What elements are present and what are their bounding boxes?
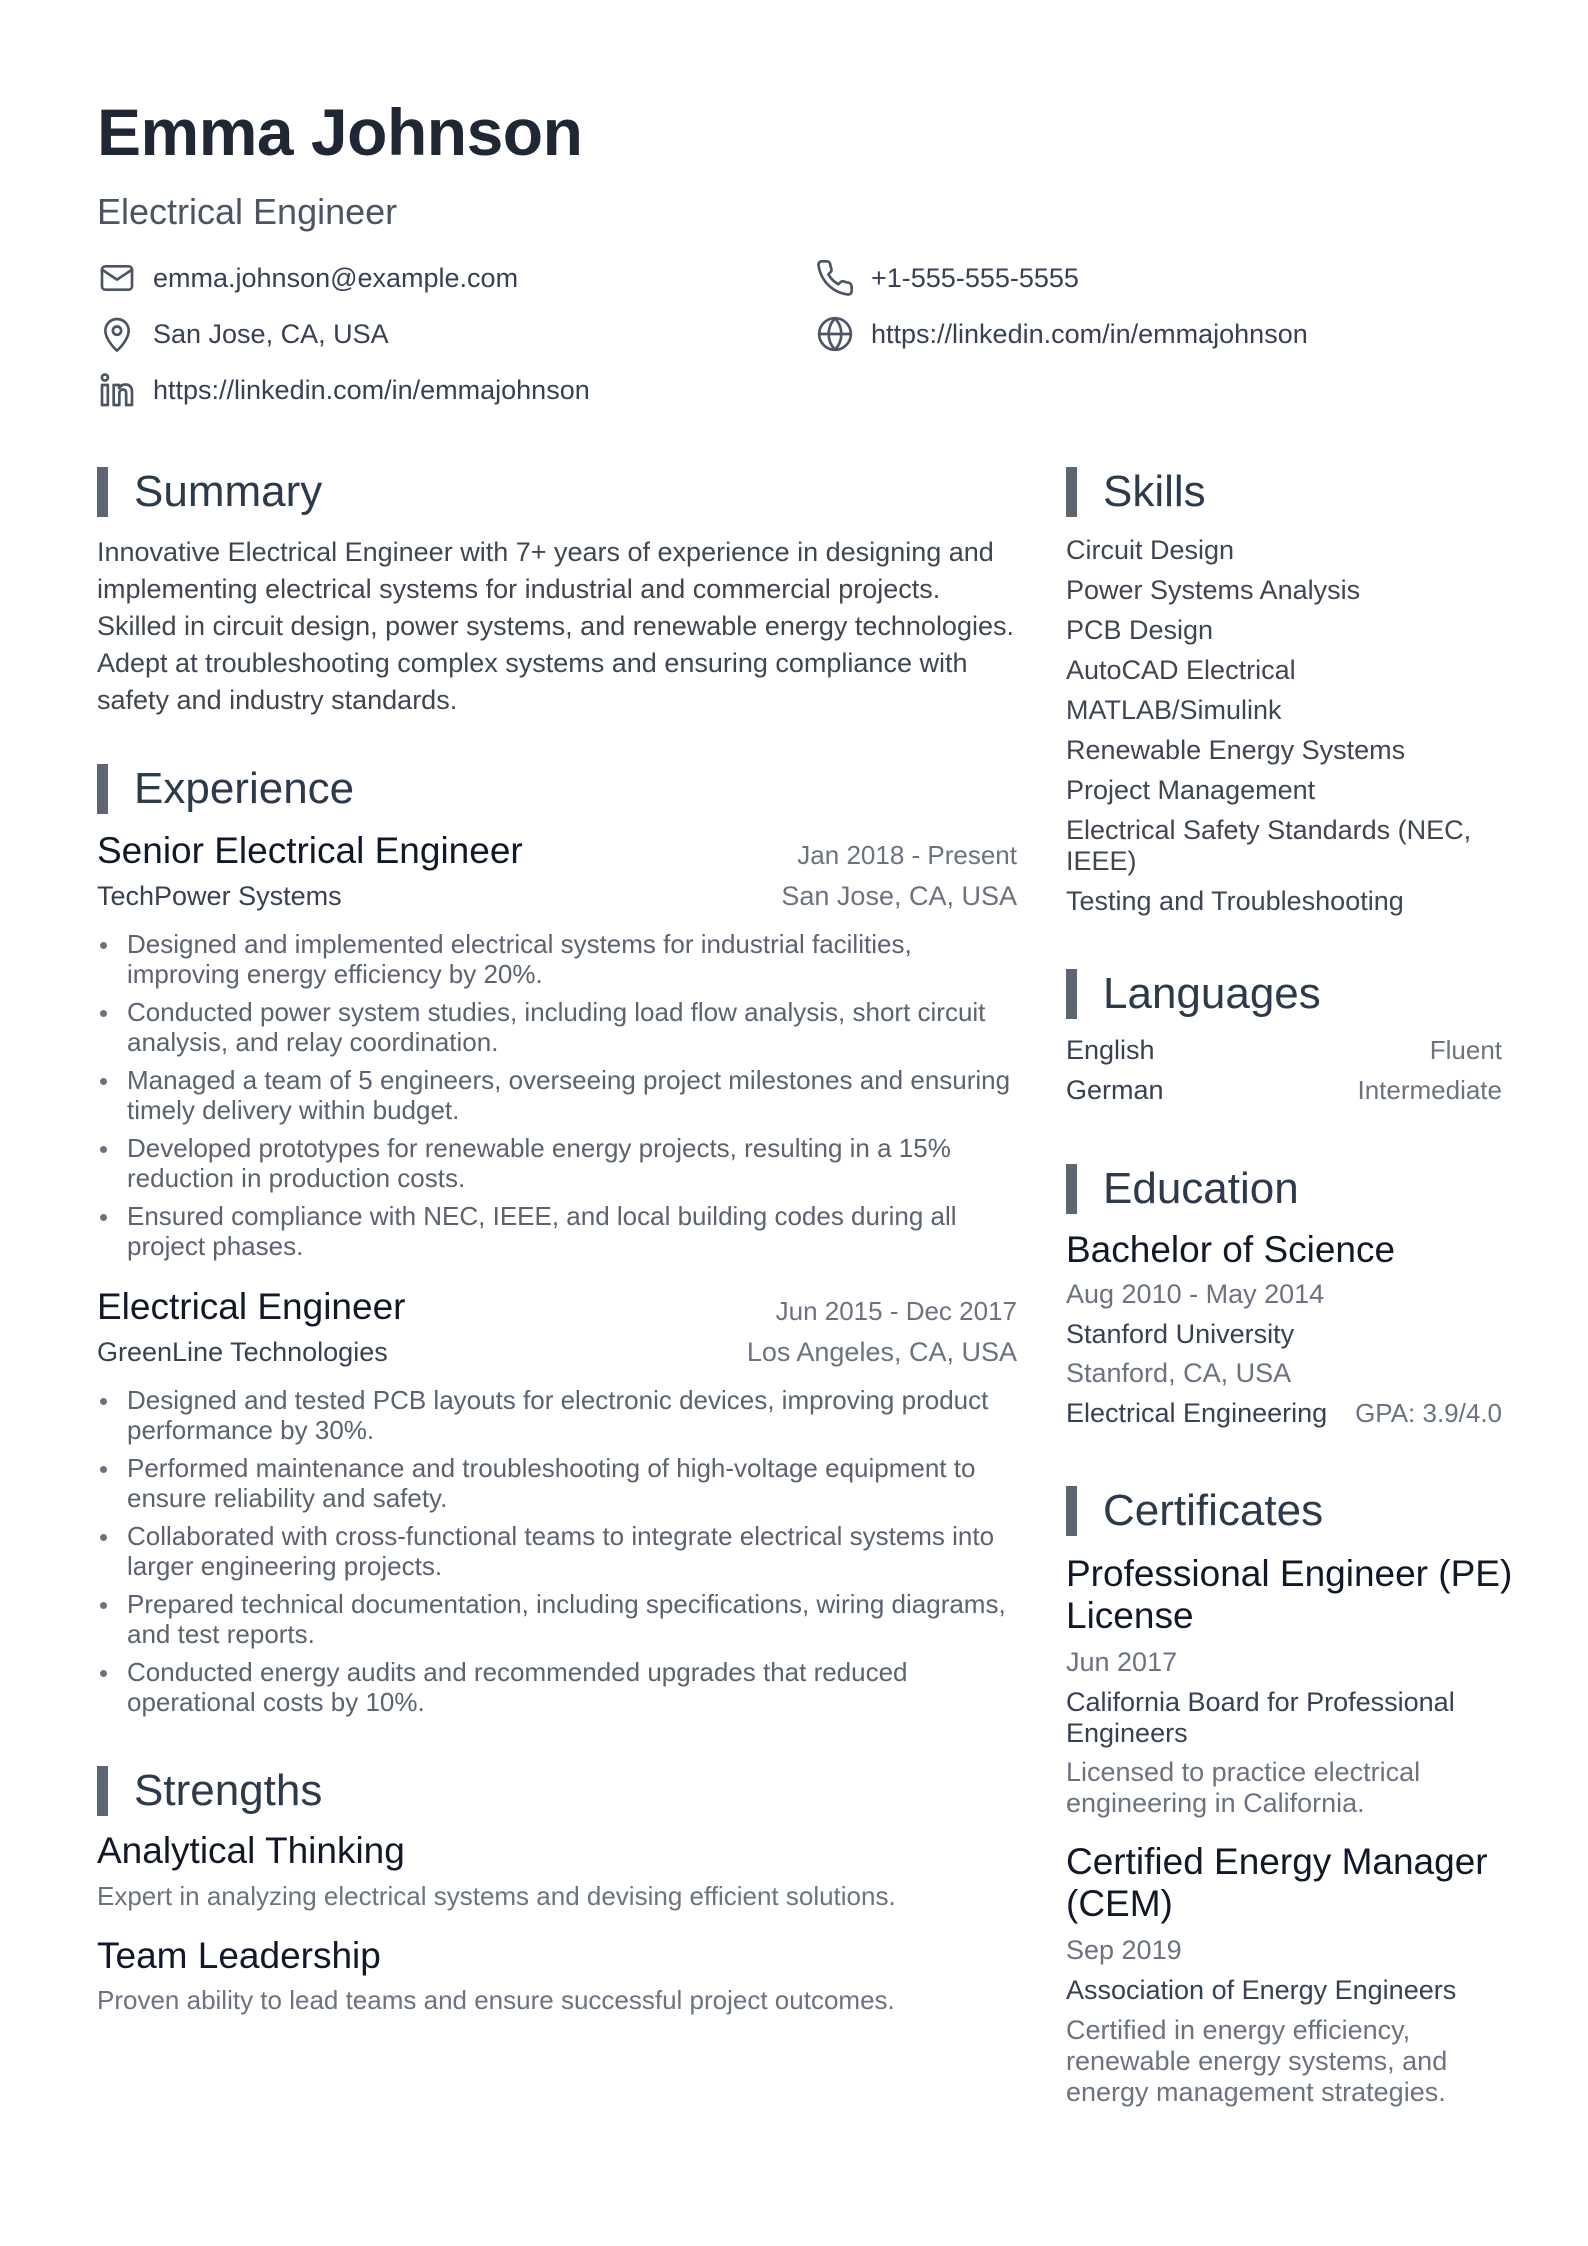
contact-location [97,314,389,354]
education-heading [1066,1164,1299,1214]
strength-desc: Expert in analyzing electrical systems and devising efficient solutions. [97,1881,896,1911]
language-level: Intermediate [1357,1075,1502,1105]
section-bar [1066,1486,1077,1536]
job-location: San Jose, CA, USA [781,881,1017,911]
linkedin-link[interactable]: https://linkedin.com/in/emmajohnson [153,374,590,405]
website-link[interactable]: https://linkedin.com/in/emmajohnson [871,318,1308,349]
job-bullet: Managed a team of 5 engineers, overseeing project milestones and ensuring timely delivery within budget. [97,1065,1027,1125]
email-text[interactable]: emma.johnson@example.com [153,262,519,293]
education-degree: Bachelor of Science [1066,1229,1396,1270]
language-row [1066,1075,1502,1111]
experience-heading-text: Experience [134,764,355,813]
education-field: Electrical Engineering [1066,1398,1328,1428]
certificate-title: Certified Energy Manager (CEM) [1066,1841,1488,1924]
summary-heading [97,467,322,517]
job-company: TechPower Systems [97,881,342,911]
strength-title: Analytical Thinking [97,1830,405,1871]
job-bullet: Performed maintenance and troubleshooting of high-voltage equipment to ensure reliability and safety. [97,1453,1027,1513]
strengths-heading [97,1766,322,1816]
certificate-title: Professional Engineer (PE) License [1066,1553,1513,1636]
phone-icon [815,258,855,298]
job-bullet: Conducted power system studies, including load flow analysis, short circuit analysis, and relay coordination. [97,997,1027,1057]
location-text: San Jose, CA, USA [153,318,389,349]
skill-item: Renewable Energy Systems [1066,735,1406,765]
skills-heading [1066,467,1206,517]
education-school: Stanford University [1066,1319,1295,1349]
education-gpa: GPA: 3.9/4.0 [1355,1398,1502,1428]
skill-item: Power Systems Analysis [1066,575,1361,605]
job-header [97,830,1017,874]
job-location: Los Angeles, CA, USA [746,1337,1017,1367]
contact-website[interactable] [815,314,1308,354]
summary-text: Innovative Electrical Engineer with 7+ years of experience in designing and implementing electrical systems for industrial and commercial projects. Skilled in circuit design, power systems, and renewable energy technologies. Adept at troubleshooting complex systems and ensuring compliance with safety and industry standards. [97,537,1014,715]
languages-heading-text: Languages [1103,969,1321,1018]
certificate-date: Sep 2019 [1066,1935,1182,1965]
skill-item: PCB Design [1066,615,1214,645]
languages-heading [1066,969,1321,1019]
job-title: Electrical Engineer [97,1286,406,1327]
job-bullet: Collaborated with cross-functional teams to integrate electrical systems into larger engineering projects. [97,1521,1027,1581]
skill-item: AutoCAD Electrical [1066,655,1296,685]
certificate-issuer: Association of Energy Engineers [1066,1975,1457,2005]
job-bullet: Developed prototypes for renewable energy projects, resulting in a 15% reduction in production costs. [97,1133,1027,1193]
job-bullet: Designed and tested PCB layouts for electronic devices, improving product performance by 30%. [97,1385,1027,1445]
globe-icon [815,314,855,354]
job-bullet: Prepared technical documentation, including specifications, wiring diagrams, and test reports. [97,1589,1027,1649]
section-bar [1066,467,1077,517]
section-bar [97,467,108,517]
certificates-heading-text: Certificates [1103,1486,1324,1535]
contact-linkedin[interactable] [97,370,590,410]
job-bullets [97,929,1027,1269]
mail-icon [97,258,137,298]
summary-heading-text: Summary [134,467,323,516]
job-bullet: Ensured compliance with NEC, IEEE, and local building codes during all project phases. [97,1201,1027,1261]
map-pin-icon [97,314,137,354]
skill-item: Project Management [1066,775,1316,805]
skill-item: MATLAB/Simulink [1066,695,1282,725]
skill-item: Testing and Troubleshooting [1066,886,1404,916]
language-level: Fluent [1429,1035,1502,1065]
phone-text[interactable]: +1-555-555-5555 [871,262,1079,293]
strengths-heading-text: Strengths [134,1766,323,1815]
contact-phone[interactable] [815,258,1079,298]
section-bar [1066,969,1077,1019]
contact-email[interactable] [97,258,518,298]
certificate-issuer: California Board for Professional Engineers [1066,1687,1455,1748]
certificates-heading [1066,1486,1323,1536]
job-dates: Jun 2015 - Dec 2017 [775,1296,1017,1326]
candidate-title: Electrical Engineer [97,191,398,232]
job-subheader [97,881,1017,917]
education-location: Stanford, CA, USA [1066,1358,1292,1388]
certificate-desc: Licensed to practice electrical engineering in California. [1066,1757,1421,1818]
strength-title: Team Leadership [97,1935,381,1976]
job-bullets [97,1385,1027,1725]
job-subheader [97,1337,1017,1373]
language-name: German [1066,1075,1164,1105]
language-name: English [1066,1035,1155,1065]
skill-item: Electrical Safety Standards (NEC, IEEE) [1066,815,1472,876]
strength-desc: Proven ability to lead teams and ensure successful project outcomes. [97,1985,895,2015]
job-bullet: Designed and implemented electrical systems for industrial facilities, improving energy efficiency by 20%. [97,929,1027,989]
skills-heading-text: Skills [1103,467,1206,516]
experience-heading [97,764,354,814]
job-company: GreenLine Technologies [97,1337,388,1367]
education-heading-text: Education [1103,1164,1299,1213]
section-bar [97,764,108,814]
skills-list [1066,535,1506,926]
candidate-name: Emma Johnson [97,95,583,169]
language-row [1066,1035,1502,1071]
section-bar [97,1766,108,1816]
education-dates: Aug 2010 - May 2014 [1066,1279,1325,1309]
skill-item: Circuit Design [1066,535,1235,565]
education-field-row [1066,1398,1502,1434]
certificate-desc: Certified in energy efficiency, renewable energy systems, and energy management strategies. [1066,2015,1448,2107]
certificate-date: Jun 2017 [1066,1647,1178,1677]
linkedin-icon [97,370,137,410]
job-header [97,1286,1017,1330]
job-bullet: Conducted energy audits and recommended upgrades that reduced operational costs by 10%. [97,1657,1027,1717]
section-bar [1066,1164,1077,1214]
job-dates: Jan 2018 - Present [797,840,1017,870]
job-title: Senior Electrical Engineer [97,830,523,871]
